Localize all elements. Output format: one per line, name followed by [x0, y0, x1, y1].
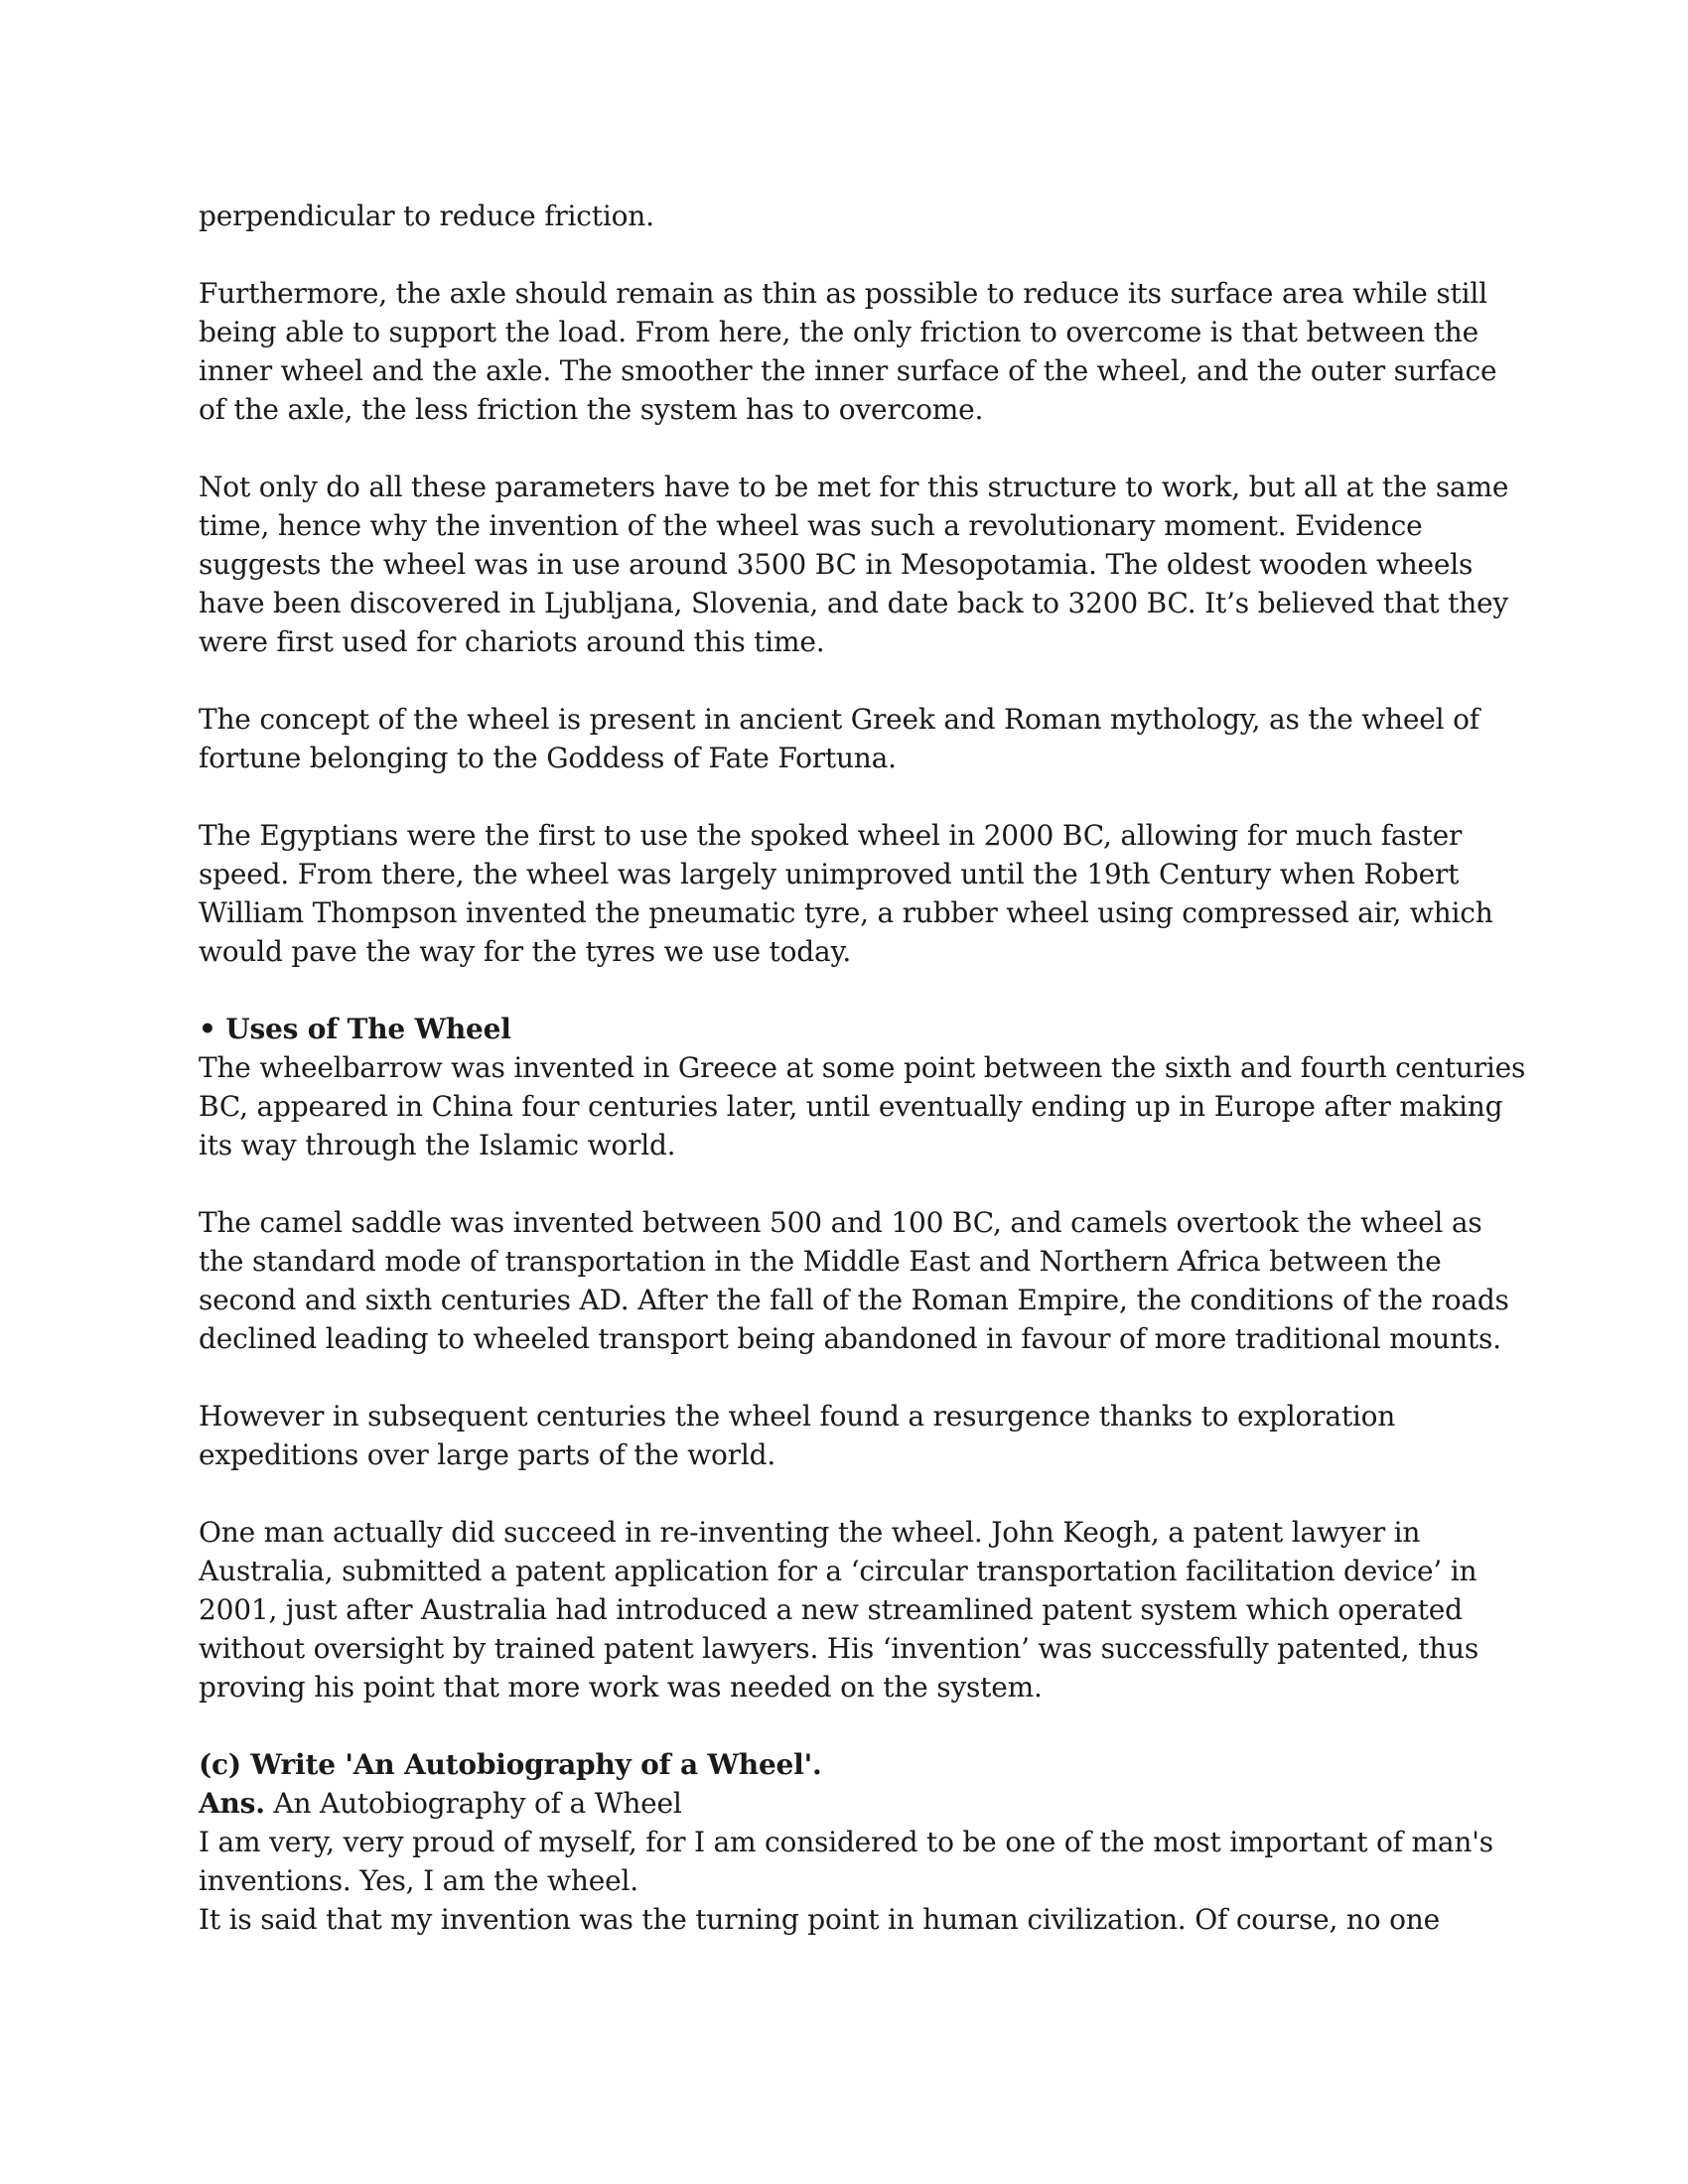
paragraph-camel-saddle: The camel saddle was invented between 500 and 100 BC, and camels overtook the wheel as the standard mode of transportation in the Middle East and Northern Africa between the second and sixth centuries AD. After the fall of the Roman Empire, the conditions of the roads declined leading to wheeled transport being abandoned in favour of more traditional mounts.	[199, 1206, 1509, 1355]
paragraph-history: Not only do all these parameters have to be met for this structure to work, but all at the same time, hence why the invention of the wheel was such a revolutionary moment. Evidence suggests the wheel was in use around 3500 BC in Mesopotamia. The oldest wooden wheels have been discovered in Ljubljana, Slovenia, and date back to 3200 BC. It’s believed that they were first used for chariots around this time.	[199, 471, 1509, 658]
answer-title: An Autobiography of a Wheel	[264, 1787, 682, 1820]
question-heading: (c) Write 'An Autobiography of a Wheel'.	[199, 1748, 822, 1781]
paragraph-wheelbarrow: The wheelbarrow was invented in Greece at some point between the sixth and fourth centuries BC, appeared in China four centuries later, until eventually ending up in Europe after making its way through the Islamic world.	[199, 1051, 1526, 1161]
paragraph-patent: One man actually did succeed in re-inventing the wheel. John Keogh, a patent lawyer in Australia, submitted a patent application for a ‘circular transportation facilitation device’ in 2001, just after Australia had introduced a new streamlined patent system which operated without oversight by trained patent lawyers. His ‘invention’ was successfully patented, thus proving his point that more work was needed on the system.	[199, 1516, 1479, 1704]
paragraph-friction: perpendicular to reduce friction.	[199, 200, 654, 232]
paragraph-axle: Furthermore, the axle should remain as thin as possible to reduce its surface area while still being able to support the load. From here, the only friction to overcome is that between the inner wheel and the axle. The smoother the inner surface of the wheel, and the outer surface of the axle, the less friction the system has to overcome.	[199, 277, 1497, 426]
paragraph-mythology: The concept of the wheel is present in ancient Greek and Roman mythology, as the wheel of fortune belonging to the Goddess of Fate Fortuna.	[199, 703, 1479, 774]
answer-title-line	[199, 1784, 1529, 1823]
section-heading-uses: • Uses of The Wheel	[199, 1013, 511, 1045]
paragraph-autobiography-2: It is said that my invention was the turning point in human civilization. Of course, no one	[199, 1903, 1440, 1936]
answer-label: Ans.	[199, 1787, 265, 1820]
paragraph-egyptians: The Egyptians were the first to use the spoked wheel in 2000 BC, allowing for much faster speed. From there, the wheel was largely unimproved until the 19th Century when Robert William Thompson invented the pneumatic tyre, a rubber wheel using compressed air, which would pave the way for the tyres we use today.	[199, 819, 1493, 968]
paragraph-resurgence: However in subsequent centuries the wheel found a resurgence thanks to exploration expeditions over large parts of the world.	[199, 1400, 1396, 1471]
document-page	[199, 197, 1529, 1939]
paragraph-autobiography-1: I am very, very proud of myself, for I am considered to be one of the most important of man's inventions. Yes, I am the wheel.	[199, 1826, 1493, 1897]
